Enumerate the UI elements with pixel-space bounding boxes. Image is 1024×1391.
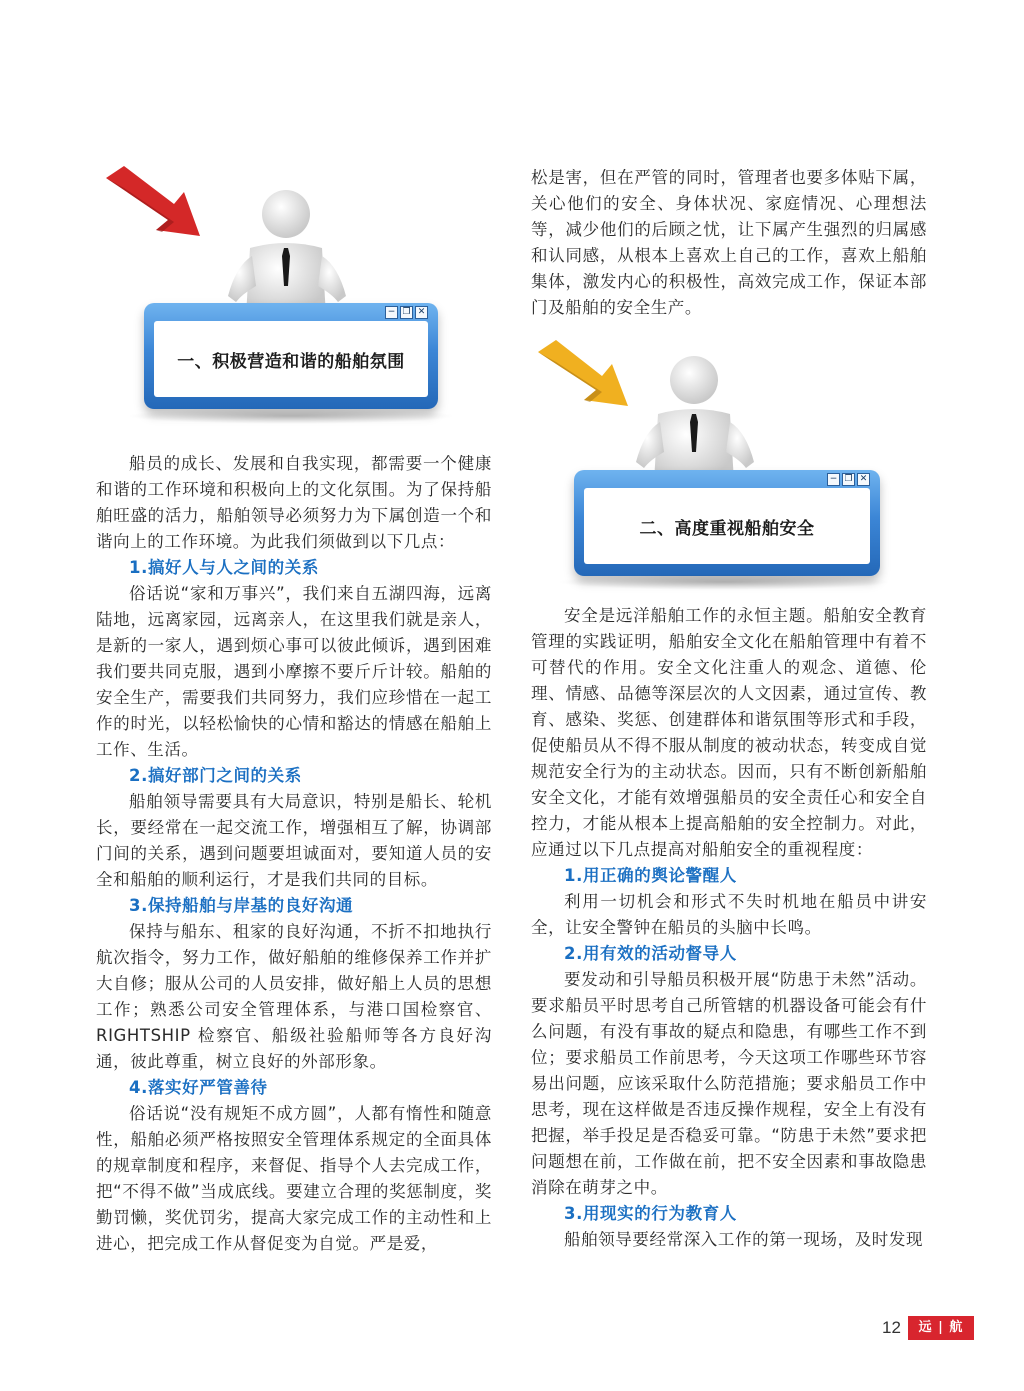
paragraph: 俗话说“家和万事兴”，我们来自五湖四海，远离陆地，远离家园，远离亲人，在这里我们就是亲人，是新的一家人，遇到烦心事可以彼此倾诉，遇到困难我们要共同克服，遇到小摩擦不要斤斤计较。船舶的安全生产，需要我们共同努力，我们应珍惜在一起工作的时光，以轻松愉快的心情和豁达的情感在船舶上工作、生活。: [96, 584, 492, 759]
window-controls: [385, 306, 428, 319]
paragraph: 俗话说“没有规矩不成方圆”，人都有惰性和随意性，船舶必须严格按照安全管理体系规定的全面具体的规章制度和程序，来督促、指导个人去完成工作，把“不得不做”当成底线。要建立合理的奖惩制度，奖勤罚懒，奖优罚劣，提高大家完成工作的主动性和上进心，把完成工作从督促变为自觉。严是爱，: [96, 1104, 492, 1253]
paragraph: 船员的成长、发展和自我实现，都需要一个健康和谐的工作环境和积极向上的文化氛围。为了保持船舶旺盛的活力，船舶领导必须努力为下属创造一个和谐向上的工作环境。为此我们须做到以下几点：: [96, 454, 492, 551]
close-icon: ✕: [415, 306, 428, 319]
subheading: 1.用正确的舆论警醒人: [564, 866, 737, 885]
subheading: 1.搞好人与人之间的关系: [129, 558, 319, 577]
person-figure-icon: [630, 352, 760, 482]
shadow: [556, 574, 892, 590]
paragraph: 船舶领导需要具有大局意识，特别是船长、轮机长，要经常在一起交流工作，增强相互了解，协调部门间的关系，遇到问题要坦诚面对，要知道人员的安全和船舶的顺利运行，才是我们共同的目标。: [96, 792, 492, 889]
paragraph: 船舶领导要经常深入工作的第一现场，及时发现: [564, 1230, 924, 1249]
restore-icon: ❐: [400, 306, 413, 319]
subheading: 2.用有效的活动督导人: [564, 944, 737, 963]
section2-title: 二、高度重视船舶安全: [639, 518, 815, 539]
section1-title: 一、积极营造和谐的船舶氛围: [177, 351, 405, 372]
paragraph: 利用一切机会和形式不失时机地在船员中讲安全，让安全警钟在船员的头脑中长鸣。: [531, 892, 927, 937]
red-arrow-icon: [100, 164, 210, 244]
section1-title-window: [144, 303, 438, 409]
section1-illustration: [96, 160, 456, 432]
paragraph: 要发动和引导船员积极开展“防患于未然”活动。要求船员平时思考自己所管辖的机器设备可能会有什么问题，有没有事故的疑点和隐患，有哪些工作不到位；要求船员工作前思考，今天这项工作哪些环节容易出问题，应该采取什么防范措施；要求船员工作中思考，现在这样做是否违反操作规程，安全上有没有把握，举手投足是否稳妥可靠。“防患于未然”要求把问题想在前，工作做在前，把不安全因素和事故隐患消除在萌芽之中。: [531, 970, 927, 1197]
left-column: [96, 451, 492, 1257]
right-column-top: [531, 165, 927, 321]
minimize-icon: −: [385, 306, 398, 319]
close-icon: ✕: [857, 473, 870, 486]
subheading: 3.保持船舶与岸基的良好沟通: [129, 896, 354, 915]
subheading: 2.搞好部门之间的关系: [129, 766, 302, 785]
section2-illustration: [532, 336, 892, 598]
subheading: 3.用现实的行为教育人: [564, 1204, 737, 1223]
section2-title-window: [574, 470, 880, 576]
shadow: [126, 408, 456, 424]
person-figure-icon: [222, 186, 352, 316]
page-number: 12: [882, 1318, 901, 1337]
paragraph: 安全是远洋船舶工作的永恒主题。船舶安全教育管理的实践证明，船舶安全文化在船舶管理中有着不可替代的作用。安全文化注重人的观念、道德、伦理、情感、品德等深层次的人文因素，通过宣传、教育、感染、奖惩、创建群体和谐氛围等形式和手段，促使船员从不得不服从制度的被动状态，转变成自觉规范安全行为的主动状态。因而，只有不断创新船舶安全文化，才能有效增强船员的安全责任心和安全自控力，才能从根本上提高船舶的安全控制力。对此，应通过以下几点提高对船舶安全的重视程度：: [531, 606, 927, 859]
paragraph: 松是害，但在严管的同时，管理者也要多体贴下属，关心他们的安全、身体状况、家庭情况、心理想法等，减少他们的后顾之忧，让下属产生强烈的归属感和认同感，从根本上喜欢上自己的工作，喜欢上船舶集体，激发内心的积极性，高效完成工作，保证本部门及船舶的安全生产。: [531, 168, 927, 317]
paragraph: 保持与船东、租家的良好沟通，不折不扣地执行航次指令，努力工作，做好船舶的维修保养工作并扩大自修；服从公司的人员安排，做好船上人员的思想工作；熟悉公司安全管理体系，与港口国检察官、RIGHTSHIP 检察官、船级社验船师等各方良好沟通，彼此尊重，树立良好的外部形象。: [96, 922, 492, 1071]
right-column-bottom: [531, 603, 927, 1253]
yellow-arrow-icon: [532, 338, 636, 414]
restore-icon: ❐: [842, 473, 855, 486]
subheading: 4.落实好严管善待: [129, 1078, 268, 1097]
minimize-icon: −: [827, 473, 840, 486]
magazine-tag: 远 | 航: [908, 1316, 974, 1340]
window-controls: [827, 473, 870, 486]
